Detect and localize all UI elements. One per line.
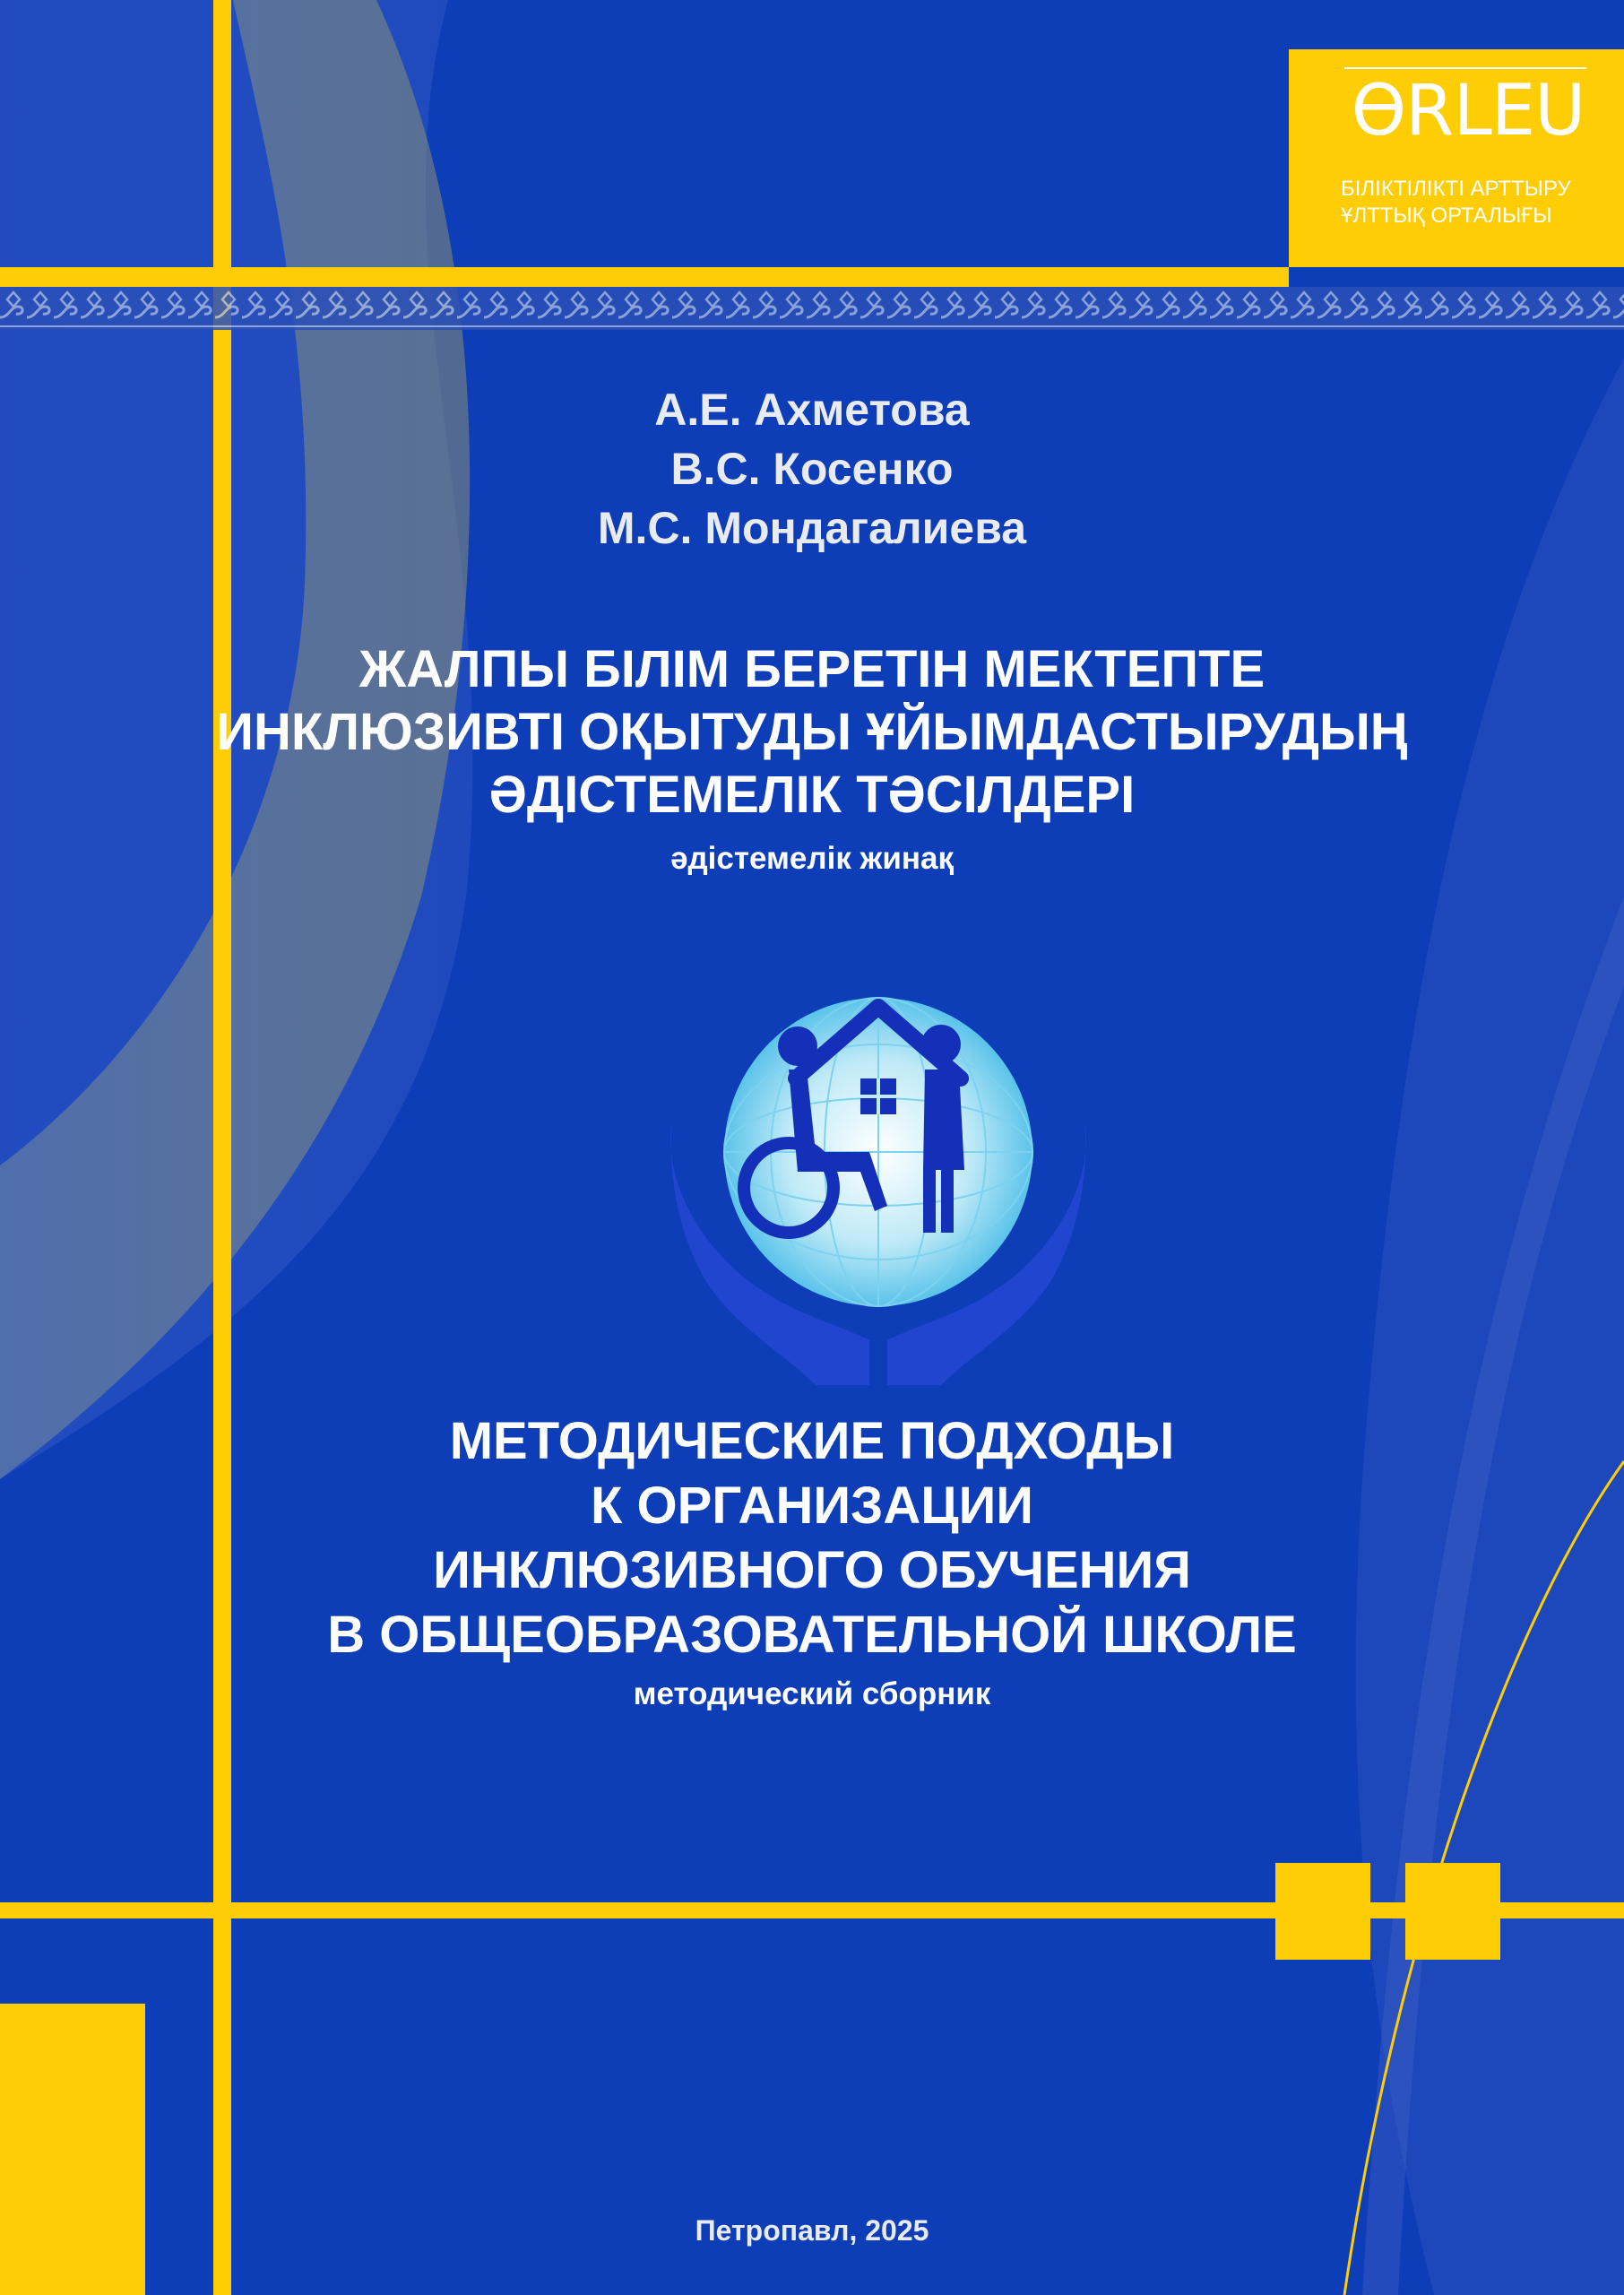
title-kz-line-1: ЖАЛПЫ БІЛІМ БЕРЕТІН МЕКТЕПТЕ [358, 640, 1266, 698]
accent-square-left [1275, 1863, 1370, 1960]
logo-subtitle-line2: ҰЛТТЫҚ ОРТАЛЫҒЫ [1341, 204, 1552, 228]
bottom-frame-bar [0, 1902, 1624, 1918]
accent-square-right [1405, 1863, 1500, 1960]
ornament-strip [0, 287, 1624, 330]
corner-block [0, 2004, 145, 2295]
logo-rule [1344, 67, 1586, 69]
author-3: М.С. Мондагалиева [597, 503, 1027, 553]
title-ru-line-2: К ОРГАНИЗАЦИИ [591, 1477, 1033, 1535]
title-kz-line-2: ИНКЛЮЗИВТІ ОҚЫТУДЫ ҰЙЫМДАСТЫРУДЫҢ [216, 703, 1408, 761]
title-ru-subtitle: методический сборник [633, 1676, 991, 1711]
logo-subtitle-line1: БІЛІКТІЛІКТІ АРТТЫРУ [1341, 177, 1571, 201]
vertical-frame-bar [213, 0, 231, 2295]
top-frame-bar [0, 267, 1289, 287]
inclusive-education-emblem [663, 964, 1093, 1385]
title-ru-line-4: В ОБЩЕОБРАЗОВАТЕЛЬНОЙ ШКОЛЕ [327, 1606, 1297, 1664]
title-ru-line-3: ИНКЛЮЗИВНОГО ОБУЧЕНИЯ [433, 1541, 1191, 1599]
author-1: А.Е. Ахметова [654, 385, 970, 435]
title-kz-subtitle: әдістемелік жинақ [669, 841, 955, 876]
imprint-place-year: Петропавл, 2025 [695, 2214, 929, 2247]
logo-wordmark: ƟRLEU [1351, 71, 1585, 152]
orleu-logo [1289, 49, 1624, 267]
title-kz-line-3: ӘДІСТЕМЕЛІК ТӘСІЛДЕРІ [488, 766, 1136, 824]
title-ru-line-1: МЕТОДИЧЕСКИЕ ПОДХОДЫ [449, 1412, 1175, 1470]
author-2: В.С. Косенко [670, 444, 954, 494]
